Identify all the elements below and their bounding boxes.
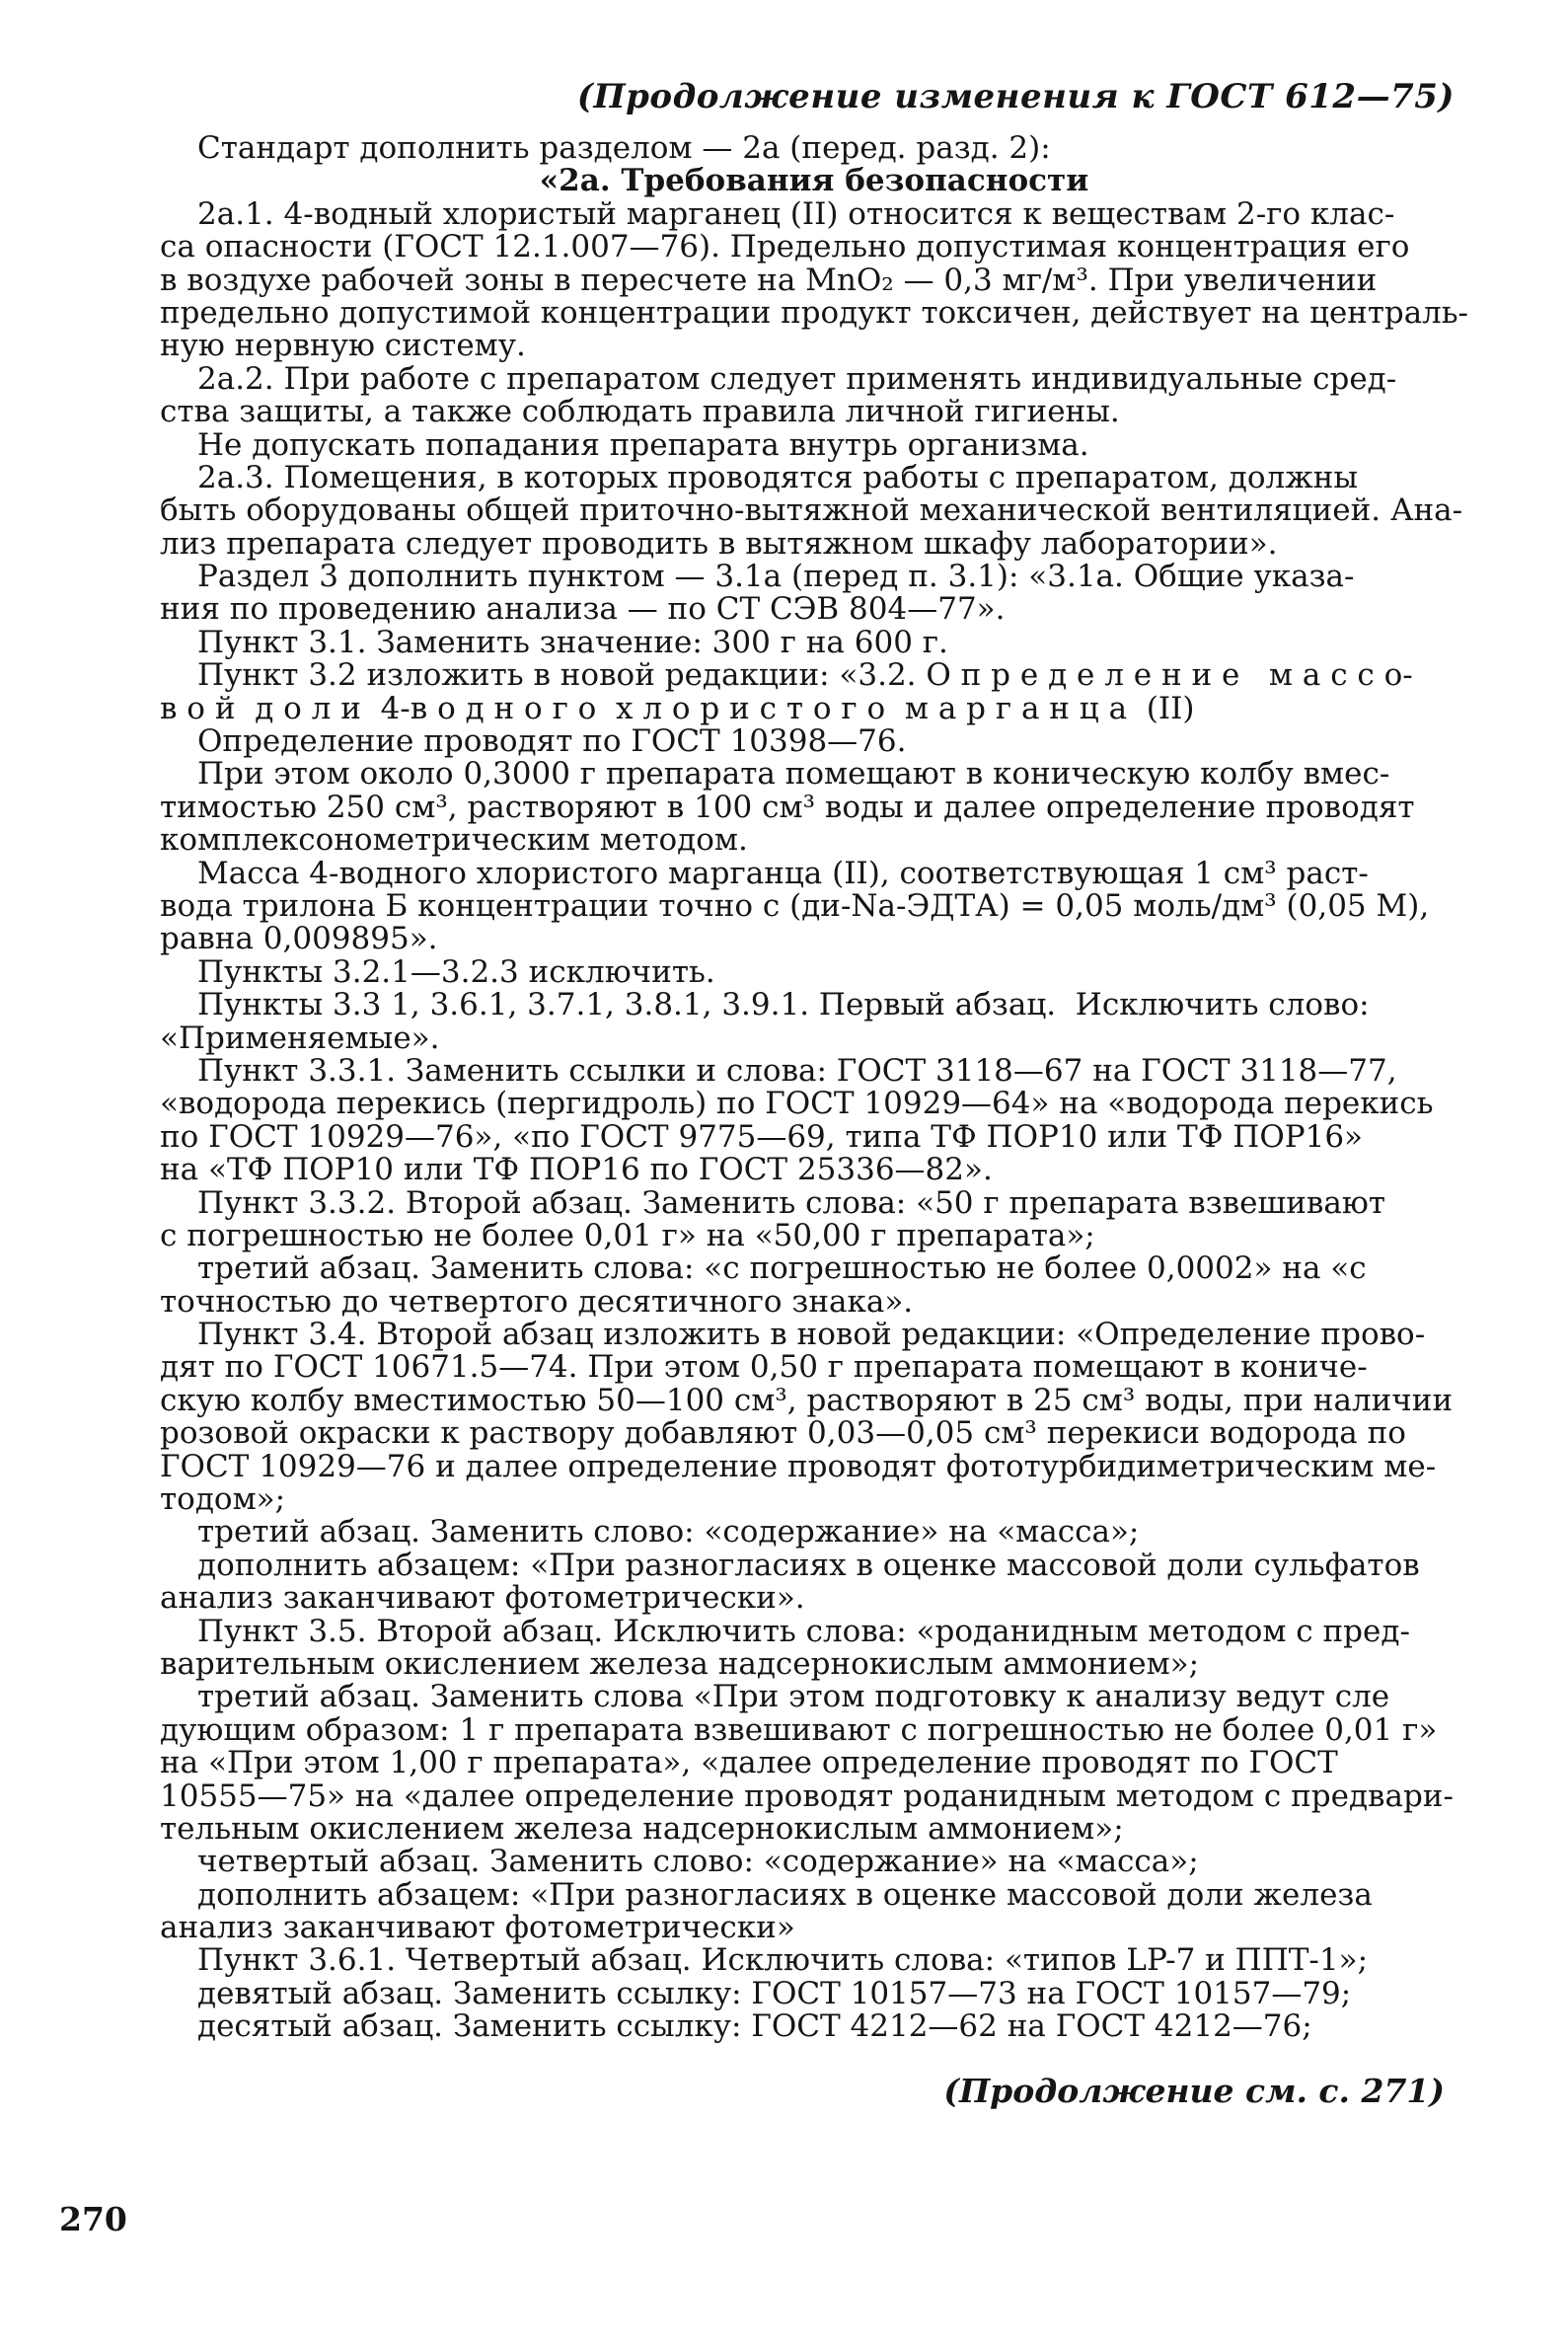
continuation-note: (Продолжение см. с. 271) [943, 2072, 1445, 2110]
text-line: по ГОСТ 10929—76», «по ГОСТ 9775—69, типа ТФ ПОР10 или ТФ ПОР16» [160, 1118, 1364, 1155]
text-line: на «ТФ ПОР10 или ТФ ПОР16 по ГОСТ 25336—82». [160, 1152, 993, 1188]
text-line: ГОСТ 10929—76 и далее определение проводят фототурбидиметрическим ме- [160, 1448, 1437, 1484]
text-line: Стандарт дополнить разделом — 2а (перед. разд. 2): [197, 130, 1051, 166]
text-line: в о й д о л и 4-в о д н о г о х л о р и с т о г о м а р г а н ц а (II) [160, 690, 1195, 726]
text-line: комплексонометрическим методом. [160, 822, 748, 859]
text-line: тельным окислением железа надсернокислым аммонием»; [160, 1810, 1124, 1847]
text-line: Пункты 3.3 1, 3.6.1, 3.7.1, 3.8.1, 3.9.1. Первый абзац. Исключить слово: [197, 987, 1370, 1023]
text-line: 10555—75» на «далее определение проводят роданидным методом с предвари- [160, 1778, 1454, 1814]
text-line: Определение проводят по ГОСТ 10398—76. [197, 723, 907, 760]
text-line: 2а.1. 4-водный хлористый марганец (II) относится к веществам 2-го клас- [197, 195, 1395, 232]
text-line: равна 0,009895». [160, 921, 438, 957]
text-line: розовой окраски к раствору добавляют 0,03—0,05 см³ перекиси водорода по [160, 1415, 1406, 1452]
text-line: дополнить абзацем: «При разногласиях в оценке массовой доли железа [197, 1876, 1373, 1913]
text-line: са опасности (ГОСТ 12.1.007—76). Предельно допустимая концентрация его [160, 229, 1410, 265]
text-line: Пункт 3.3.2. Второй абзац. Заменить слова: «50 г препарата взвешивают [197, 1184, 1385, 1221]
text-line: дующим образом: 1 г препарата взвешивают с погрешностью не более 0,01 г» [160, 1711, 1438, 1748]
text-line: третий абзац. Заменить слова: «с погрешностью не более 0,0002» на «с [197, 1250, 1367, 1287]
running-head: (Продолжение изменения к ГОСТ 612—75) [576, 77, 1455, 116]
text-line: тимостью 250 см³, растворяют в 100 см³ воды и далее определение проводят [160, 789, 1415, 825]
text-line: быть оборудованы общей приточно-вытяжной механической вентиляцией. Ана- [160, 492, 1463, 529]
text-line: в воздухе рабочей зоны в пересчете на MnO₂ — 0,3 мг/м³. При увеличении [160, 262, 1378, 298]
text-line: четвертый абзац. Заменить слово: «содержание» на «масса»; [197, 1844, 1199, 1880]
text-line: Пункт 3.5. Второй абзац. Исключить слова: «роданидным методом с пред- [197, 1613, 1410, 1649]
text-line: лиз препарата следует проводить в вытяжном шкафу лаборатории». [160, 525, 1278, 562]
text-line: 2а.3. Помещения, в которых проводятся работы с препаратом, должны [197, 459, 1359, 495]
text-line: третий абзац. Заменить слово: «содержание» на «масса»; [197, 1514, 1140, 1551]
text-line: ния по проведению анализа — по СТ СЭВ 804—77». [160, 591, 1006, 628]
text-line: Пункты 3.2.1—3.2.3 исключить. [197, 953, 715, 990]
text-line: третий абзац. Заменить слова «При этом подготовку к анализу ведут сле [197, 1679, 1390, 1715]
text-line: варительным окислением железа надсернокислым аммонием»; [160, 1645, 1200, 1682]
text-line: ную нервную систему. [160, 328, 526, 364]
text-line: дополнить абзацем: «При разногласиях в оценке массовой доли сульфатов [197, 1547, 1420, 1583]
text-line: Пункт 3.1. Заменить значение: 300 г на 600 г. [197, 624, 948, 660]
text-line: точностью до четвертого десятичного знака». [160, 1283, 914, 1320]
text-line: 2а.2. При работе с препаратом следует применять индивидуальные сред- [197, 360, 1397, 397]
text-line: десятый абзац. Заменить ссылку: ГОСТ 4212—62 на ГОСТ 4212—76; [197, 2008, 1312, 2045]
text-line: скую колбу вместимостью 50—100 см³, растворяют в 25 см³ воды, при наличии [160, 1382, 1454, 1418]
text-line: Пункт 3.2 изложить в новой редакции: «3.2. О п р е д е л е н и е м а с с о- [197, 657, 1413, 694]
page-number: 270 [59, 2200, 127, 2238]
text-line: «Применяемые». [160, 1020, 440, 1056]
text-line: с погрешностью не более 0,01 г» на «50,00 г препарата»; [160, 1217, 1095, 1253]
text-line: ства защиты, а также соблюдать правила личной гигиены. [160, 394, 1120, 430]
text-line: на «При этом 1,00 г препарата», «далее определение проводят по ГОСТ [160, 1745, 1338, 1781]
text-line: анализ заканчивают фотометрически». [160, 1580, 805, 1617]
text-line: анализ заканчивают фотометрически» [160, 1910, 795, 1946]
text-line: При этом около 0,3000 г препарата помещают в коническую колбу вмес- [197, 756, 1390, 793]
text-line: Пункт 3.4. Второй абзац изложить в новой редакции: «Определение прово- [197, 1317, 1426, 1353]
text-line: дят по ГОСТ 10671.5—74. При этом 0,50 г препарата помещают в кониче- [160, 1349, 1368, 1386]
text-line: «2а. Требования безопасности [539, 163, 1089, 199]
text-line: Пункт 3.6.1. Четвертый абзац. Исключить слова: «типов LP-7 и ППТ-1»; [197, 1942, 1369, 1979]
text-line: тодом»; [160, 1481, 286, 1518]
text-line: Масса 4-водного хлористого марганца (II), соответствующая 1 см³ раст- [197, 855, 1369, 891]
text-line: «водорода перекись (пергидроль) по ГОСТ 10929—64» на «водорода перекись [160, 1086, 1434, 1122]
body-text [160, 132, 1468, 2044]
text-line: предельно допустимой концентрации продукт токсичен, действует на централь- [160, 294, 1468, 331]
text-line: девятый абзац. Заменить ссылку: ГОСТ 10157—73 на ГОСТ 10157—79; [197, 1975, 1352, 2011]
text-line: Не допускать попадания препарата внутрь организма. [197, 426, 1089, 463]
text-line: Раздел 3 дополнить пунктом — 3.1а (перед п. 3.1): «3.1а. Общие указа- [197, 559, 1355, 595]
text-line: Пункт 3.3.1. Заменить ссылки и слова: ГОСТ 3118—67 на ГОСТ 3118—77, [197, 1052, 1397, 1089]
text-line: вода трилона Б концентрации точно с (ди-Na-ЭДТА) = 0,05 моль/дм³ (0,05 М), [160, 887, 1430, 924]
